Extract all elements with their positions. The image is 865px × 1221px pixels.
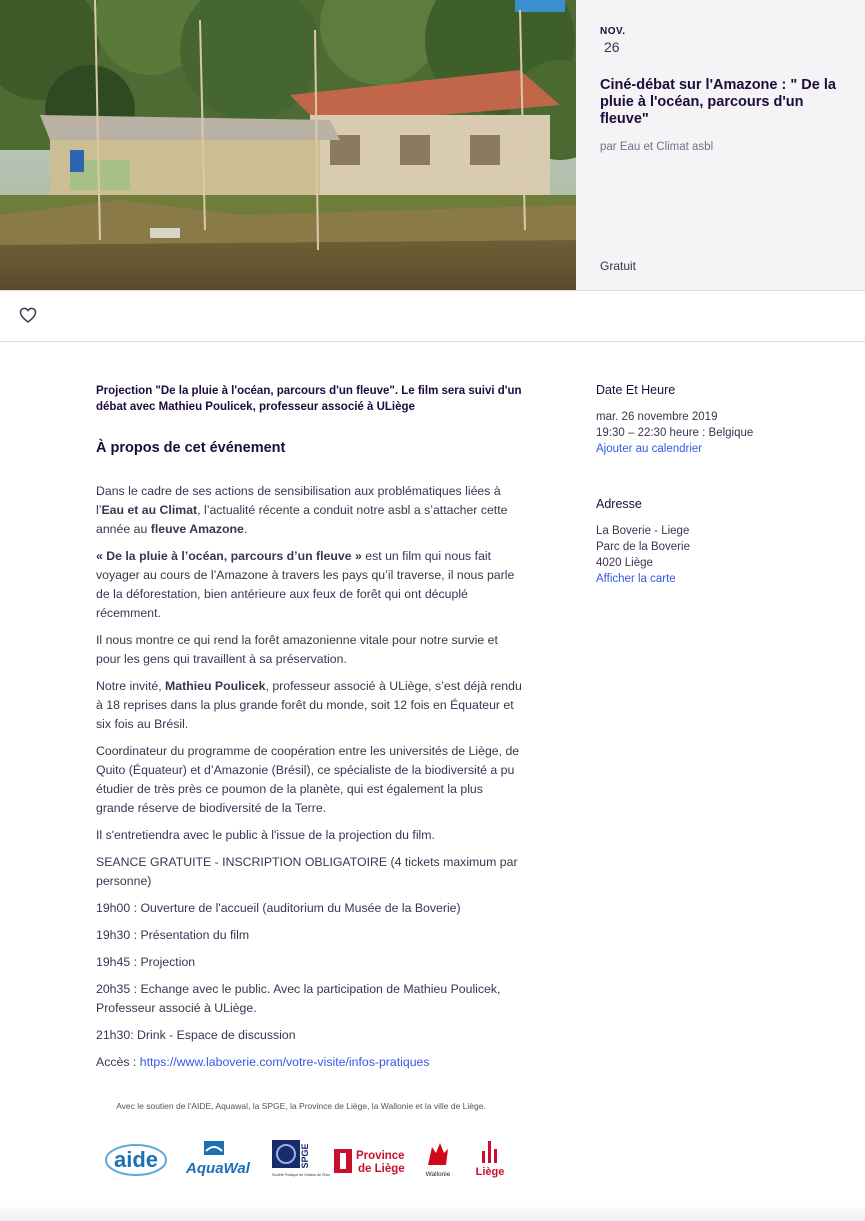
aquawal-logo xyxy=(186,1139,250,1179)
date-time-section xyxy=(596,383,836,457)
address-section xyxy=(596,497,836,587)
schedule-item: 20h35 : Echange avec le public. Avec la participation de Mathieu Poulicek, Professeur associé à ULiège. xyxy=(96,982,501,1015)
svg-text:AquaWal: AquaWal xyxy=(186,1160,250,1177)
desc-paragraph-1: Dans le cadre de ses actions de sensibilisation aux problématiques liées à l’Eau et au Climat, l’actualité récente a conduit notre asbl a s’attacher cette année au fleuve Amazone. xyxy=(96,484,508,536)
heart-icon[interactable] xyxy=(18,305,38,325)
liege-city-logo xyxy=(472,1137,508,1181)
svg-text:SPGE: SPGE xyxy=(300,1143,310,1169)
add-to-calendar-link[interactable]: Ajouter au calendrier xyxy=(596,443,703,455)
address-line: La Boverie - Liege xyxy=(596,525,690,537)
address-line: 4020 Liège xyxy=(596,557,653,569)
province-liege-logo xyxy=(332,1143,410,1177)
wallonie-logo xyxy=(422,1139,454,1179)
amazon-house-photo xyxy=(0,0,576,290)
svg-text:Société Publique de Gestion de: Société Publique de Gestion de l'Eau xyxy=(272,1173,330,1177)
page-bottom-shade xyxy=(0,1205,865,1221)
event-sidebar xyxy=(596,383,836,587)
desc-paragraph-2: « De la pluie à l’océan, parcours d’un fleuve » est un film qui nous fait voyager au cours de l’Amazone à travers les pays qu’il traverse, il nous parle de la déforestation, bien antérieure aux feux de forêt qui ont décuplé récemment. xyxy=(96,549,515,620)
svg-text:aide: aide xyxy=(113,1147,159,1172)
action-bar xyxy=(0,291,865,342)
schedule-item: 19h00 : Ouverture de l'accueil (auditorium du Musée de la Boverie) xyxy=(96,901,461,915)
desc-paragraph-3: Il nous montre ce qui rend la forêt amazonienne vitale pour notre survie et pour les gens qui travaillent à sa préservation. xyxy=(96,633,498,666)
event-time: 19:30 – 22:30 heure : Belgique xyxy=(596,427,754,439)
svg-text:Province: Province xyxy=(356,1150,405,1162)
schedule-item: 19h45 : Projection xyxy=(96,955,196,969)
desc-paragraph-4: Notre invité, Mathieu Poulicek, professeur associé à ULiège, s’est déjà rendu à 18 reprises dans la plus grande forêt du monde, soit 12 fois en Équateur et six fois au Brésil. xyxy=(96,679,522,731)
event-organizer[interactable]: par Eau et Climat asbl xyxy=(600,141,714,153)
event-day: 26 xyxy=(604,39,620,55)
about-heading: À propos de cet événement xyxy=(96,440,286,456)
event-date: mar. 26 novembre 2019 xyxy=(596,411,718,423)
access-link[interactable]: https://www.laboverie.com/votre-visite/infos-pratiques xyxy=(139,1055,430,1069)
svg-text:Wallonie: Wallonie xyxy=(425,1171,451,1178)
event-description xyxy=(96,482,524,1072)
event-summary: Projection "De la pluie à l'océan, parcours d'un fleuve". Le film sera suivi d'un débat avec Mathieu Poulicek, professeur associé à ULiège xyxy=(96,385,522,413)
desc-paragraph-7: SEANCE GRATUITE - INSCRIPTION OBLIGATOIRE (4 tickets maximum par personne) xyxy=(96,855,518,888)
date-heading: Date Et Heure xyxy=(596,383,676,397)
schedule-item: 19h30 : Présentation du film xyxy=(96,928,250,942)
address-heading: Adresse xyxy=(596,497,642,511)
address-line: Parc de la Boverie xyxy=(596,541,690,553)
spge-logo xyxy=(270,1138,330,1182)
event-month: NOV. xyxy=(600,26,626,37)
show-map-link[interactable]: Afficher la carte xyxy=(596,573,676,585)
svg-text:Liège: Liège xyxy=(475,1166,505,1178)
desc-paragraph-6: Il s'entretiendra avec le public à l'issue de la projection du film. xyxy=(96,828,435,842)
sponsors-caption: Avec le soutien de l'AIDE, Aquawal, la SPGE, la Province de Liège, la Wallonie et la ville de Liège. xyxy=(116,1101,486,1111)
schedule-item: 21h30: Drink - Espace de discussion xyxy=(96,1028,296,1042)
main-content xyxy=(96,383,524,1080)
event-title: Ciné-débat sur l'Amazone : " De la pluie à l'océan, parcours d'un fleuve" xyxy=(600,77,836,127)
event-hero xyxy=(0,0,865,291)
desc-paragraph-5: Coordinateur du programme de coopération entre les universités de Liège, de Quito (Équateur) et d’Amazonie (Brésil), ce spécialiste de la biodiversité a pu étudier de très près ce poumon de la planète, qui est également la plus grande réserve de biodiversité de la Terre. xyxy=(96,744,520,815)
event-summary-panel xyxy=(576,0,865,290)
sponsor-logos xyxy=(96,1121,516,1181)
sponsors-block xyxy=(96,1101,516,1181)
aide-logo xyxy=(104,1143,168,1177)
event-price: Gratuit xyxy=(600,259,637,273)
access-line: Accès : https://www.laboverie.com/votre-visite/infos-pratiques xyxy=(96,1055,430,1069)
event-image xyxy=(0,0,576,290)
svg-text:de Liège: de Liège xyxy=(358,1163,405,1175)
